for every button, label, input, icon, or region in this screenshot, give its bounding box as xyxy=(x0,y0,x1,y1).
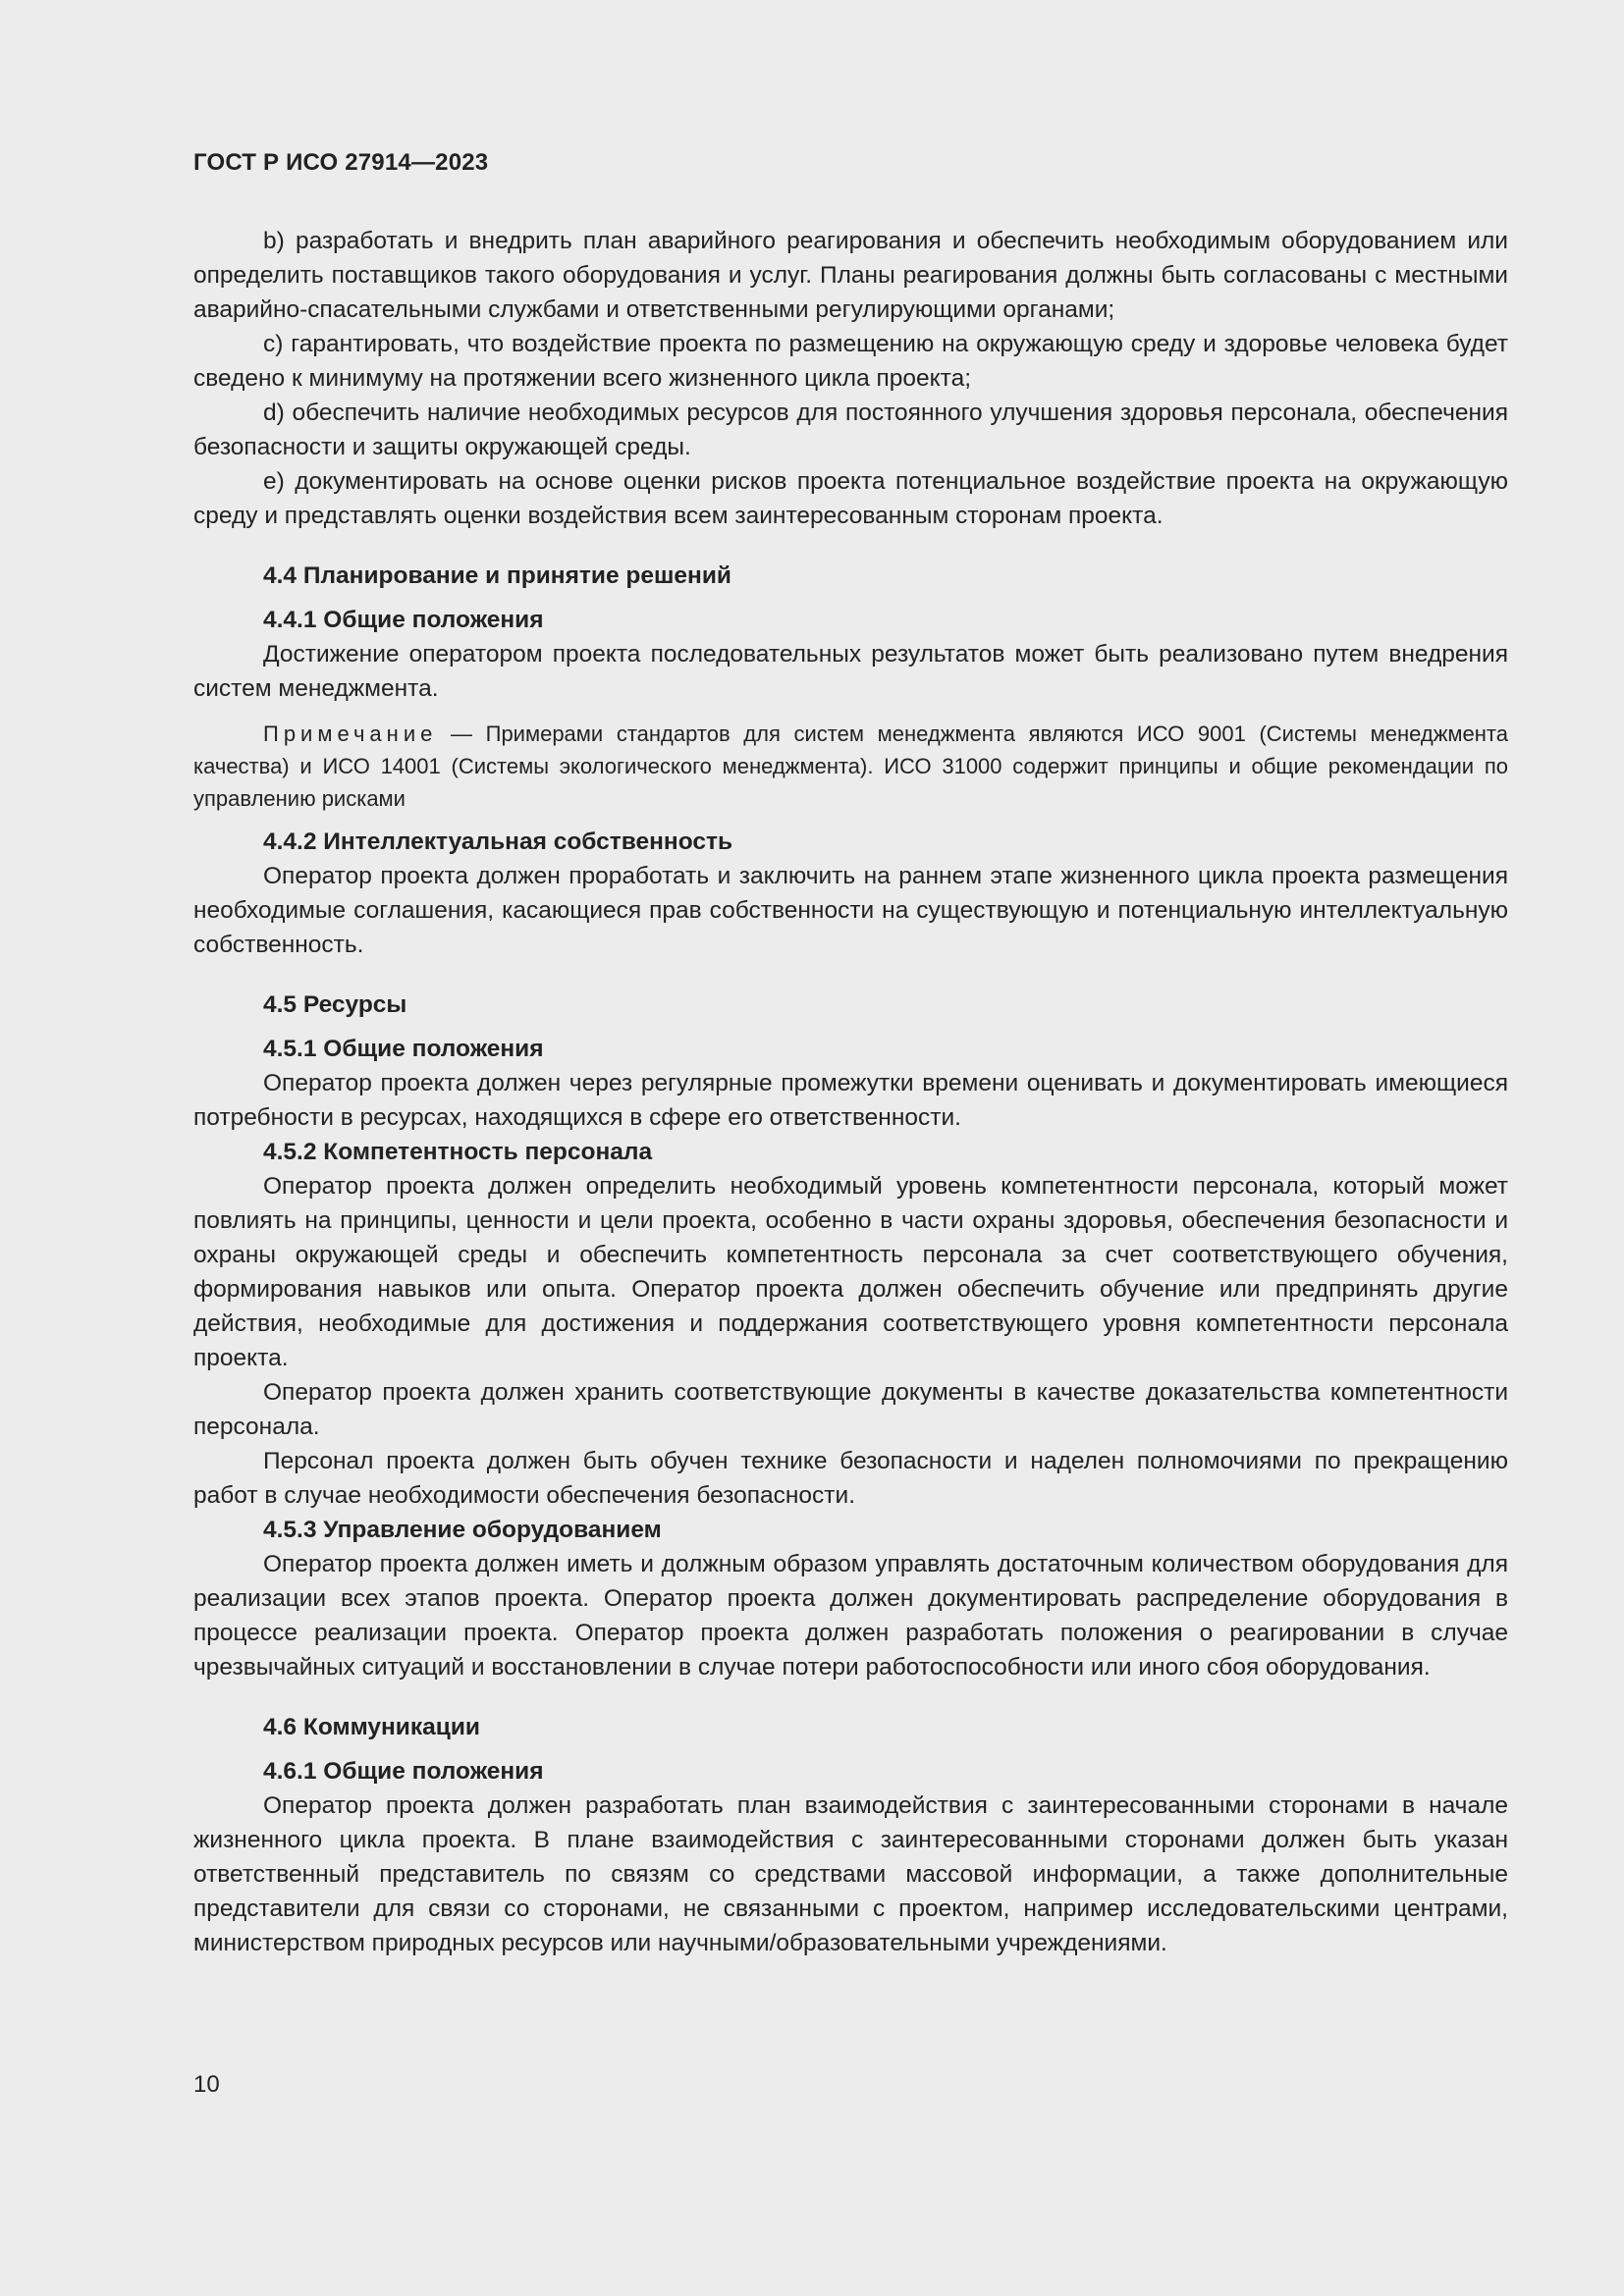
section-heading-4-5: 4.5 Ресурсы xyxy=(263,991,407,1018)
list-item-b: b) разработать и внедрить план аварийного реагирования и обеспечить необходимым оборудованием или определить поставщиков такого оборудования и услуг. Планы реагирования должны быть согласованы с местными аварийно-спасательными службами и ответственными регулирующими органами; xyxy=(193,228,1508,323)
section-heading-4-6: 4.6 Коммуникации xyxy=(263,1714,480,1740)
subsection-heading-4-6-1: 4.6.1 Общие положения xyxy=(263,1758,544,1785)
list-item-d: d) обеспечить наличие необходимых ресурсов для постоянного улучшения здоровья персонала, обеспечения безопасности и защиты окружающей среды. xyxy=(193,400,1508,460)
subsection-heading-4-4-2: 4.4.2 Интеллектуальная собственность xyxy=(263,828,733,855)
paragraph-4-5-2-2: Оператор проекта должен хранить соответствующие документы в качестве доказательства компетентности персонала. xyxy=(193,1379,1508,1440)
note xyxy=(193,718,1508,815)
paragraph-4-4-1: Достижение оператором проекта последовательных результатов может быть реализовано путем внедрения систем менеджмента. xyxy=(193,641,1508,702)
paragraph-4-6-1: Оператор проекта должен разработать план взаимодействия с заинтересованными сторонами в начале жизненного цикла проекта. В плане взаимодействия с заинтересованными сторонами должен быть указан ответственный представитель по связям со средствами массовой информации, а также дополнительные представители для связи со сторонами, не связанными с проектом, например исследовательскими центрами, министерством природных ресурсов или научными/образовательными учреждениями. xyxy=(193,1792,1508,1956)
paragraph-4-4-2: Оператор проекта должен проработать и заключить на раннем этапе жизненного цикла проекта размещения необходимые соглашения, касающиеся прав собственности на существующую и потенциальную интеллектуальную собственность. xyxy=(193,863,1508,958)
list-item-e: e) документировать на основе оценки рисков проекта потенциальное воздействие проекта на окружающую среду и представлять оценки воздействия всем заинтересованным сторонам проекта. xyxy=(193,468,1508,529)
document-header: ГОСТ Р ИСО 27914—2023 xyxy=(193,149,489,176)
section-heading-4-4: 4.4 Планирование и принятие решений xyxy=(263,562,731,589)
subsection-heading-4-4-1: 4.4.1 Общие положения xyxy=(263,607,544,633)
note-text: — Примерами стандартов для систем менеджмента являются ИСО 9001 (Системы менеджмента качества) и ИСО 14001 (Системы экологического менеджмента). ИСО 31000 содержит принципы и общие рекомендации по управлению рисками xyxy=(193,721,1508,811)
page-content xyxy=(193,224,1508,1960)
paragraph-4-5-1: Оператор проекта должен через регулярные промежутки времени оценивать и документировать имеющиеся потребности в ресурсах, находящихся в сфере его ответственности. xyxy=(193,1070,1508,1131)
note-label: Примечание xyxy=(263,721,438,746)
page-number: 10 xyxy=(193,2071,220,2098)
list-item-c: c) гарантировать, что воздействие проекта по размещению на окружающую среду и здоровье человека будет сведено к минимуму на протяжении всего жизненного цикла проекта; xyxy=(193,331,1508,392)
paragraph-4-5-2-1: Оператор проекта должен определить необходимый уровень компетентности персонала, который может повлиять на принципы, ценности и цели проекта, особенно в части охраны здоровья, обеспечения безопасности и охраны окружающей среды и обеспечить компетентность персонала за счет соответствующего обучения, формирования навыков или опыта. Оператор проекта должен обеспечить обучение или предпринять другие действия, необходимые для достижения и поддержания соответствующего уровня компетентности персонала проекта. xyxy=(193,1173,1508,1371)
paragraph-4-5-2-3: Персонал проекта должен быть обучен технике безопасности и наделен полномочиями по прекращению работ в случае необходимости обеспечения безопасности. xyxy=(193,1448,1508,1509)
paragraph-4-5-3: Оператор проекта должен иметь и должным образом управлять достаточным количеством оборудования для реализации всех этапов проекта. Оператор проекта должен документировать распределение оборудования в процессе реализации проекта. Оператор проекта должен разработать положения о реагировании в случае чрезвычайных ситуаций и восстановлении в случае потери работоспособности или иного сбоя оборудования. xyxy=(193,1551,1508,1681)
subsection-heading-4-5-2: 4.5.2 Компетентность персонала xyxy=(263,1139,653,1165)
subsection-heading-4-5-3: 4.5.3 Управление оборудованием xyxy=(263,1517,662,1543)
subsection-heading-4-5-1: 4.5.1 Общие положения xyxy=(263,1036,544,1062)
